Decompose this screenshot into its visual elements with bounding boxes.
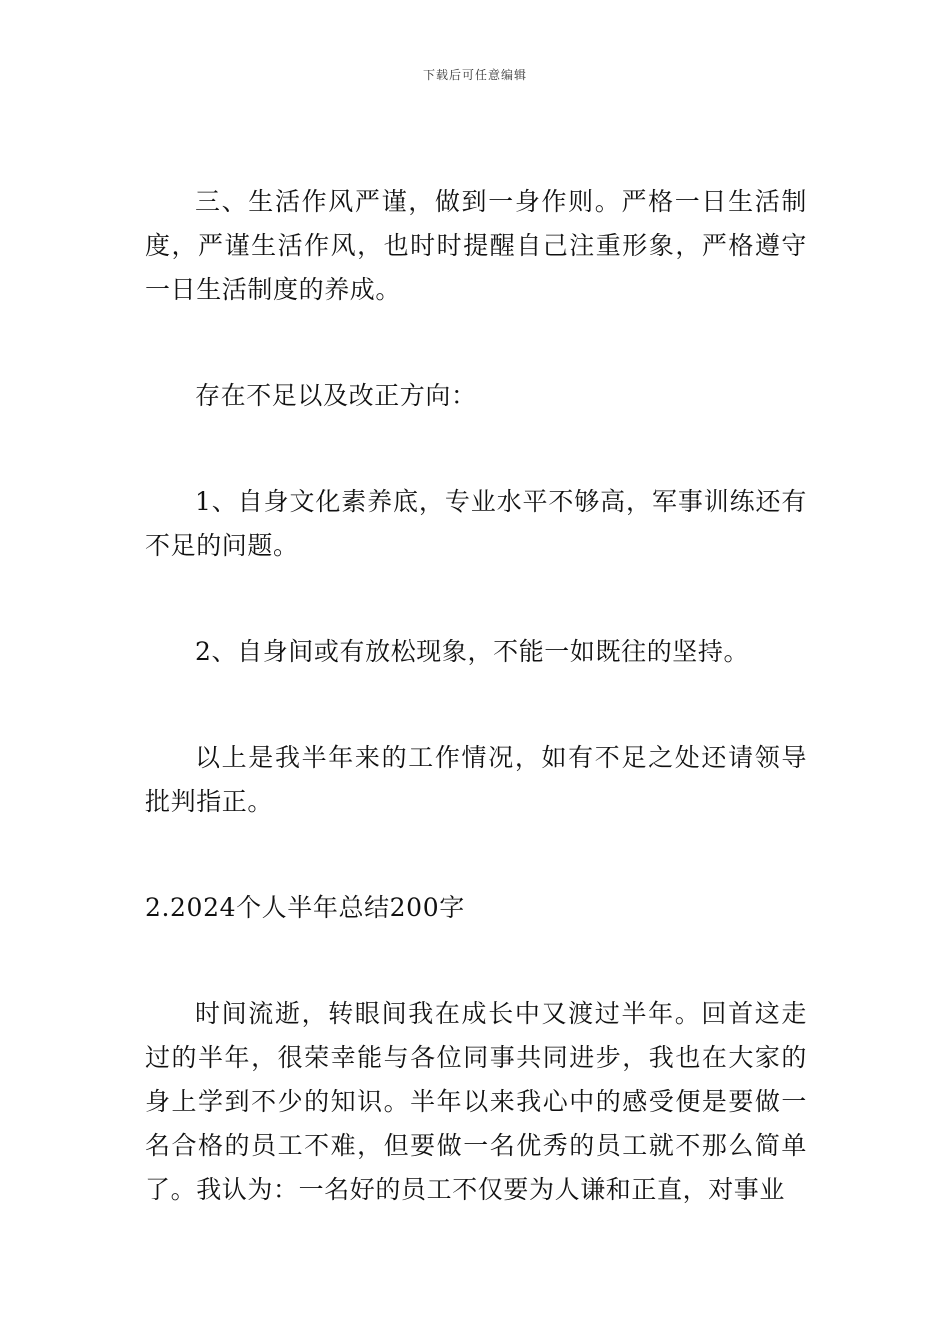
paragraph-lifestyle: 三、生活作风严谨，做到一身作则。严格一日生活制度，严谨生活作风，也时时提醒自己注重形象，严格遵守一日生活制度的养成。 xyxy=(145,187,807,304)
paragraph-shortcoming-2: 2、自身间或有放松现象，不能一如既往的坚持。 xyxy=(195,637,750,666)
paragraph-conclusion: 以上是我半年来的工作情况，如有不足之处还请领导批判指正。 xyxy=(145,743,807,816)
paragraph-shortcoming-1: 1、自身文化素养底，专业水平不够高，军事训练还有不足的问题。 xyxy=(145,487,807,560)
page-header-note: 下载后可任意编辑 xyxy=(422,68,527,82)
paragraph-summary: 时间流逝，转眼间我在成长中又渡过半年。回首这走过的半年，很荣幸能与各位同事共同进步，我也在大家的身上学到不少的知识。半年以来我心中的感受便是要做一名合格的员工不难，但要做一名优秀的员工就不那么简单了。我认为：一名好的员工不仅要为人谦和正直，对事业 xyxy=(145,999,807,1204)
section-heading: 2.2024个人半年总结200字 xyxy=(145,893,465,922)
document-body xyxy=(145,180,807,1212)
paragraph-shortcomings-title: 存在不足以及改正方向： xyxy=(195,381,477,410)
